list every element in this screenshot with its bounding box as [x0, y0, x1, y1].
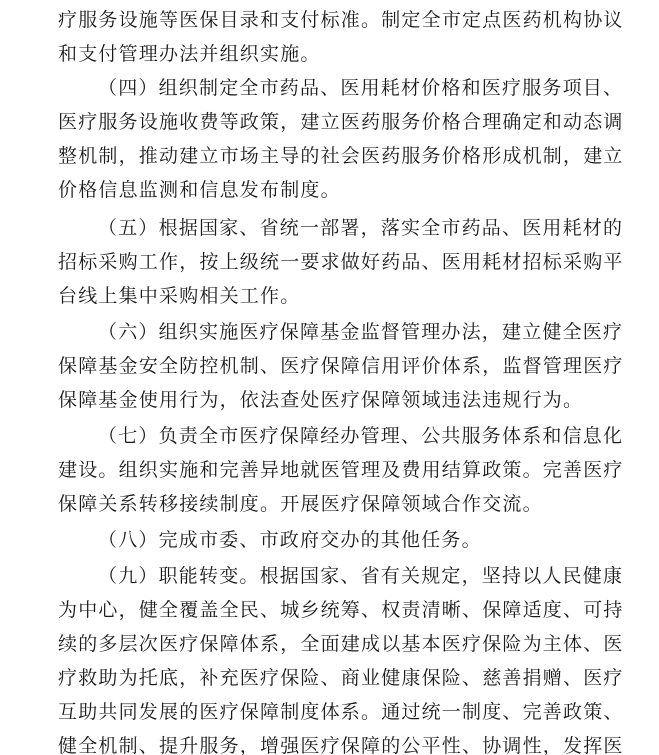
text-line: 为中心，健全覆盖全民、城乡统筹、权责清晰、保障适度、可持: [58, 599, 624, 621]
text-line: 保障关系转移接续制度。开展医疗保障领域合作交流。: [58, 493, 543, 515]
paragraph-six-start: （六）组织实施医疗保障基金监督管理办法，建立健全医疗: [98, 321, 624, 343]
paragraph-eight: （八）完成市委、市政府交办的其他任务。: [98, 529, 482, 551]
paragraph-nine-start: （九）职能转变。根据国家、省有关规定，坚持以人民健康: [98, 565, 624, 587]
text-line: 和支付管理办法并组织实施。: [58, 43, 321, 65]
text-line: 保障基金使用行为，依法查处医疗保障领域违法违规行为。: [58, 389, 584, 411]
text-line: 互助共同发展的医疗保障制度体系。通过统一制度、完善政策、: [58, 701, 624, 723]
text-line: 建设。组织实施和完善异地就医管理及费用结算政策。完善医疗: [58, 459, 624, 481]
text-line: 保障基金安全防控机制、医疗保障信用评价体系，监督管理医疗: [58, 355, 624, 377]
paragraph-five-start: （五）根据国家、省统一部署，落实全市药品、医用耗材的: [98, 217, 624, 239]
text-line: 价格信息监测和信息发布制度。: [58, 179, 341, 201]
text-line: 续的多层次医疗保障体系，全面建成以基本医疗保险为主体、医: [58, 633, 624, 655]
text-line: 台线上集中采购相关工作。: [58, 285, 301, 307]
text-line: 招标采购工作，按上级统一要求做好药品、医用耗材招标采购平: [58, 251, 624, 273]
text-line: 医疗服务设施收费等政策，建立医药服务价格合理确定和动态调: [58, 111, 624, 133]
text-line: 整机制，推动建立市场主导的社会医药服务价格形成机制，建立: [58, 145, 624, 167]
paragraph-four-start: （四）组织制定全市药品、医用耗材价格和医疗服务项目、: [98, 77, 624, 99]
text-line: 健全机制、提升服务，增强医疗保障的公平性、协调性，发挥医: [58, 735, 624, 755]
text-line: 疗服务设施等医保目录和支付标准。制定全市定点医药机构协议: [58, 9, 624, 31]
paragraph-seven-start: （七）负责全市医疗保障经办管理、公共服务体系和信息化: [98, 425, 624, 447]
text-line: 疗救助为托底，补充医疗保险、商业健康保险、慈善捐赠、医疗: [58, 667, 624, 689]
